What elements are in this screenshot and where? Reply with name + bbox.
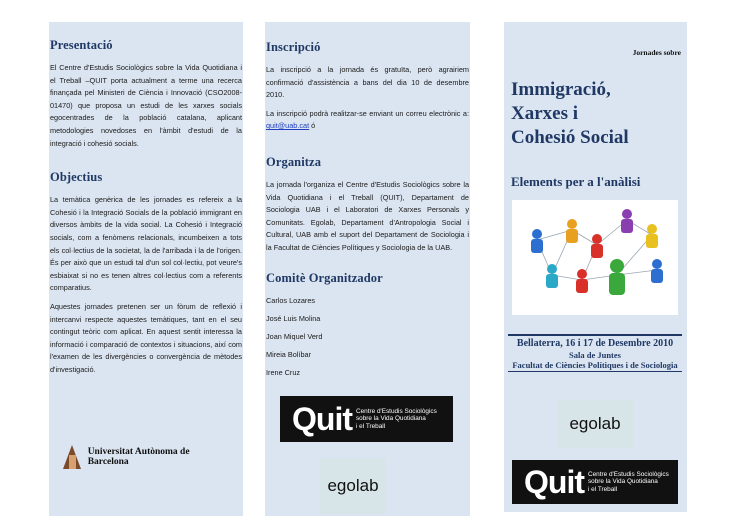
comite-member: Mireia Bolíbar bbox=[266, 350, 312, 360]
quit-logo-line: Centre d'Estudis Sociològics bbox=[587, 470, 669, 478]
objectius-paragraph-1: La temàtica genèrica de les jornades es refereix a la Cohesió i la Integració Socials de la població immigrant en diversos àmbits de la vida social. La Cohesió i Integració socials, com a fenòmens relacionals, incumbeixen a tots els col·lectius de la societat, la de l'arribada i la de l'origen. És per això que un estudi tal d'un sol col·lectiu, pot veure's esbiaixat si no es tenen altres col·lectius com a referents comparatius. bbox=[50, 195, 242, 293]
section-inscripcio bbox=[266, 40, 469, 133]
quit-logo-text bbox=[356, 408, 437, 431]
event-faculty: Facultat de Ciències Polítiques i de Sociologia bbox=[512, 360, 678, 370]
objectius-paragraph-2: Aquestes jornades pretenen ser un fòrum de reflexió i intercanvi respecte aquestes temàtiques, tant en el seu contingut teòric com aplicat. En aquest sentit interessa la informació i comparació de contextos i situacions, així com l'examen de les divergències o convergència de mètodes d'investigació. bbox=[50, 301, 242, 374]
event-info-box bbox=[508, 334, 682, 372]
quit-logo bbox=[280, 396, 453, 442]
quit-logo-cover bbox=[512, 460, 678, 504]
quit-logo-word: Quit bbox=[524, 464, 584, 500]
organitza-text: La jornada l'organiza el Centre d'Estudis Sociològics sobre la Vida Quotidiana i el Treball (QUIT), Departament de Sociologia UAB i el Laboratori de Xarxes Personals y Comunitats. Egolab, Departament d'Antropologia Social i Cultural, UAB amb el suport del Departament de Sociologia i la Facultat de Ciències Polítiques y Sociologia de la UAB. bbox=[266, 179, 469, 252]
section-comite bbox=[266, 271, 469, 380]
cover-title-line: Cohesió Social bbox=[511, 127, 629, 148]
panel-middle bbox=[265, 22, 470, 516]
cover-title bbox=[511, 78, 629, 150]
quit-logo-line: i el Treball bbox=[355, 422, 386, 430]
inscripcio-paragraph-1: La inscripció a la jornada és gratuïta, però agrairiem confirmació d'assistència a bans del dia 10 de desembre 2010. bbox=[266, 65, 469, 100]
panel-cover bbox=[504, 22, 687, 512]
quit-logo-line: sobre la Vida Quotidiana bbox=[587, 478, 658, 486]
section-organitza bbox=[266, 155, 469, 255]
cover-title-line: Xarxes i bbox=[511, 103, 579, 124]
uab-logo-text: Universitat Autònoma de Barcelona bbox=[87, 447, 190, 467]
inscripcio-paragraph-2 bbox=[266, 108, 469, 133]
network-people-illustration bbox=[512, 200, 678, 315]
jornades-label: Jornades sobre bbox=[632, 48, 681, 57]
heading-presentacio: Presentació bbox=[50, 38, 113, 52]
quit-logo-line: i el Treball bbox=[587, 485, 618, 493]
network-graph-icon bbox=[512, 200, 678, 315]
event-date: Bellaterra, 16 i 17 de Desembre 2010 bbox=[516, 338, 674, 349]
cover-title-line: Immigració, bbox=[511, 79, 611, 100]
section-presentacio bbox=[50, 38, 242, 150]
comite-member: Joan Miquel Verd bbox=[266, 331, 323, 341]
email-link[interactable]: quit@uab.cat bbox=[266, 121, 310, 131]
heading-inscripcio: Inscripció bbox=[266, 40, 321, 54]
panel-left bbox=[49, 22, 243, 516]
quit-logo-word: Quit bbox=[292, 401, 352, 437]
heading-organitza: Organitza bbox=[266, 154, 322, 169]
uab-logo bbox=[61, 442, 231, 472]
quit-logo-line: sobre la Vida Quotidiana bbox=[355, 415, 426, 423]
heading-comite: Comitè Organitzador bbox=[266, 270, 383, 285]
quit-logo-text bbox=[588, 471, 669, 494]
comite-member: Irene Cruz bbox=[266, 368, 301, 378]
event-room: Sala de Juntes bbox=[569, 350, 621, 360]
inscripcio-text: La inscripció podrà realitzar-se enviant un correu electrònic a: bbox=[266, 108, 469, 118]
cover-subtitle: Elements per a l'anàlisi bbox=[511, 174, 641, 189]
egolab-logo-cover: egolab bbox=[557, 400, 633, 448]
egolab-logo: egolab bbox=[320, 458, 386, 514]
inscripcio-tail: ó bbox=[309, 121, 316, 131]
presentacio-text: El Centre d'Estudis Sociològics sobre la Vida Quotidiana i el Treball –QUIT porta actualment a terme una recerca finançada pel Ministeri de Ciència i Innovació (CSO2008-01470) que proposa un estudi de les xarxes socials egocentrades de la població catalana, aplicant metodologies novedoses en l'àmbit d'estudi de la integració i cohesió socials. bbox=[50, 63, 242, 148]
comite-member: José Luis Molina bbox=[266, 313, 321, 323]
comite-member: Carlos Lozares bbox=[266, 295, 316, 305]
section-objectius bbox=[50, 170, 242, 376]
quit-logo-line: Centre d'Estudis Sociològics bbox=[355, 407, 437, 415]
heading-objectius: Objectius bbox=[50, 170, 103, 185]
uab-emblem-icon bbox=[61, 443, 85, 471]
